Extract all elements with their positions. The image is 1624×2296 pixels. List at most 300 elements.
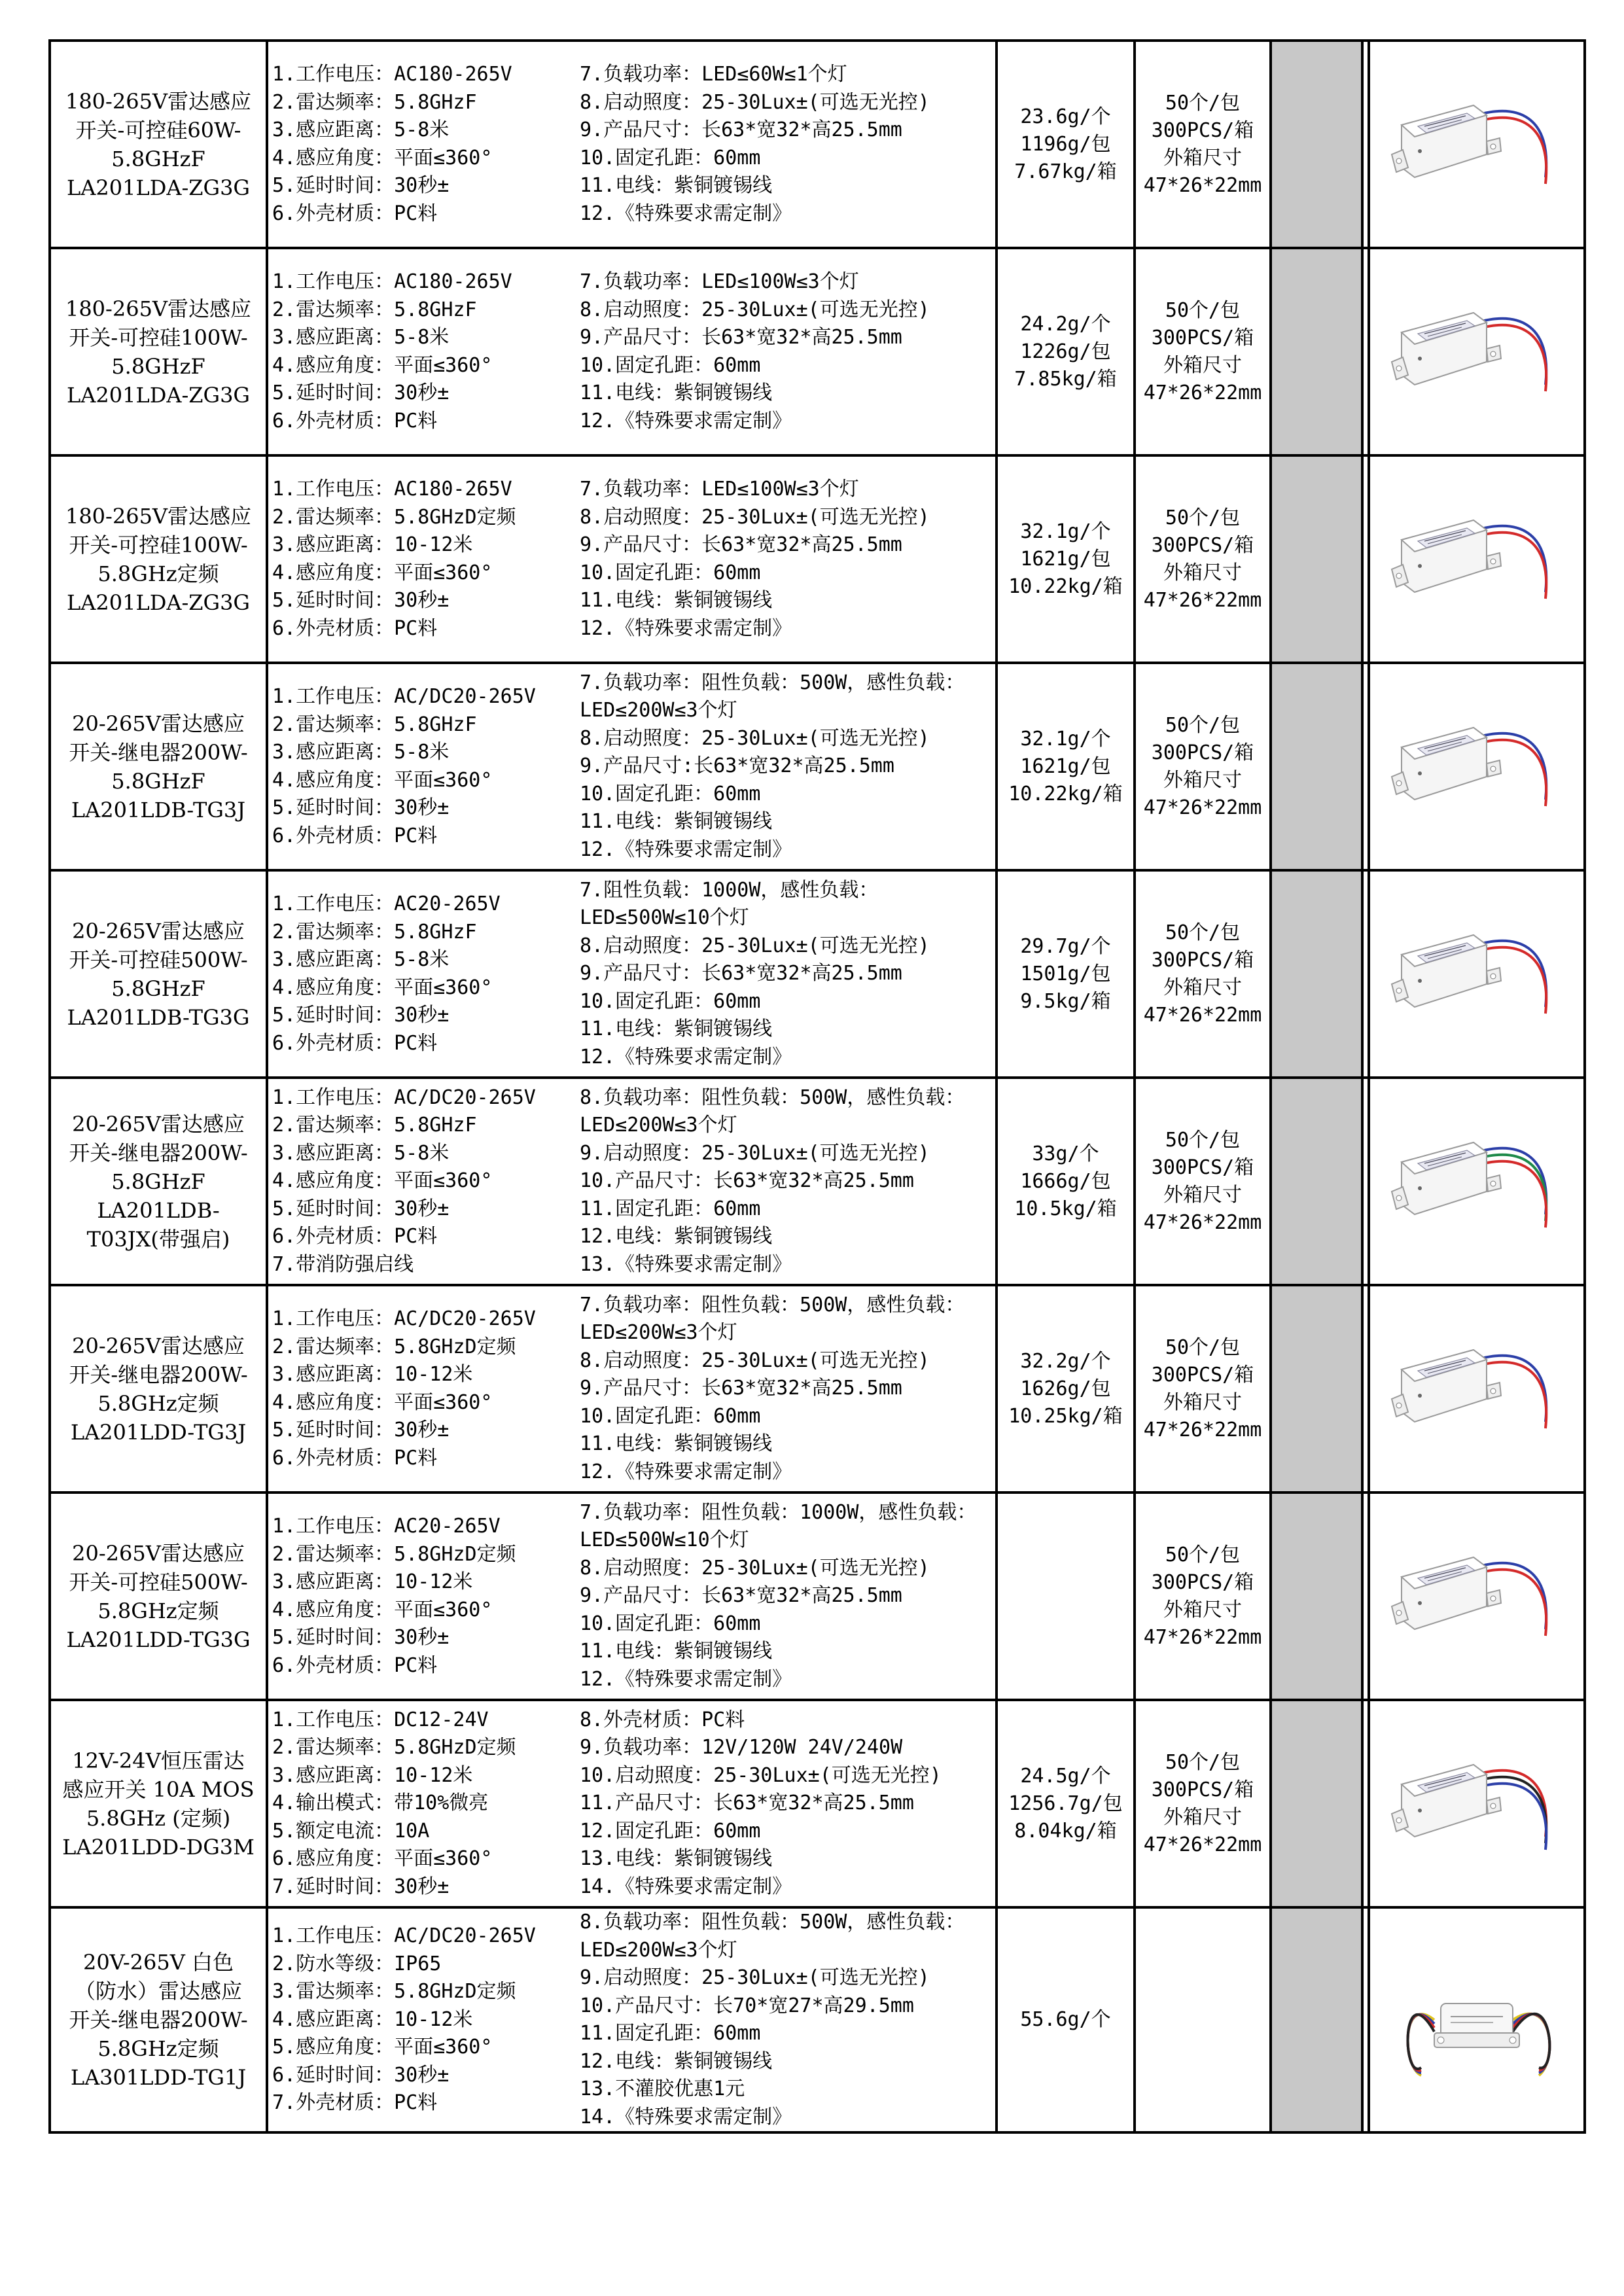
specs-left-line: 4.感应角度：平面≤360° bbox=[272, 561, 493, 584]
radar-sensor-photo-icon bbox=[1388, 1324, 1565, 1455]
name-line: 5.8GHz定频 bbox=[97, 1390, 219, 1416]
pack-line: 47*26*22mm bbox=[1143, 588, 1262, 612]
name-line: 开关-可控硅500W- bbox=[69, 1569, 248, 1595]
pack-line: 50个/包 bbox=[1165, 298, 1241, 322]
gray-spacer-cell bbox=[1271, 1492, 1362, 1700]
weight-line: 10.25kg/箱 bbox=[1008, 1404, 1123, 1428]
specs-right-line: 10.产品尺寸：长63*宽32*高25.5mm bbox=[580, 1169, 914, 1193]
specs-right-line: 9.产品尺寸：长63*宽32*高25.5mm bbox=[580, 533, 902, 556]
product-photo-cell bbox=[1369, 41, 1585, 248]
specs-left-line: 4.感应距离：10-12米 bbox=[272, 2007, 473, 2031]
specs-left-line: 4.感应角度：平面≤360° bbox=[272, 353, 493, 377]
product-name-cell bbox=[50, 1700, 267, 1907]
name-line: 开关-可控硅100W- bbox=[69, 325, 248, 350]
specs-left-line: 4.输出模式：带10%微亮 bbox=[272, 1792, 489, 1815]
product-photo-cell bbox=[1369, 870, 1585, 1078]
specs-right-line: 10.固定孔距：60mm bbox=[580, 1612, 761, 1635]
pack-line: 外箱尺寸 bbox=[1163, 768, 1242, 792]
specs-right-line: 8.启动照度：25-30Lux±(可选无光控) bbox=[580, 505, 930, 529]
pack-line: 47*26*22mm bbox=[1143, 1210, 1262, 1234]
specs-right-line: 8.启动照度：25-30Lux±(可选无光控) bbox=[580, 726, 930, 750]
pack-line: 300PCS/箱 bbox=[1151, 1778, 1254, 1801]
product-name-cell bbox=[50, 1285, 267, 1492]
name-line: 5.8GHzF bbox=[111, 146, 205, 171]
weight-line: 23.6g/个 bbox=[1020, 105, 1111, 128]
name-line: 开关-继电器200W- bbox=[69, 1140, 248, 1165]
weight-cell bbox=[997, 41, 1135, 248]
spacer-cell bbox=[1362, 41, 1369, 248]
spacer-cell bbox=[1362, 1078, 1369, 1285]
specs-right-line: 10.固定孔距：60mm bbox=[580, 1404, 761, 1428]
name-line: 20V-265V 白色 bbox=[82, 1950, 234, 1975]
specs-left-line: 1.工作电压：AC180-265V bbox=[272, 63, 512, 86]
specs-left-line: 7.带消防强启线 bbox=[272, 1252, 414, 1276]
weight-cell bbox=[997, 1078, 1135, 1285]
specs-right-line: 14.《特殊要求需定制》 bbox=[580, 1875, 792, 1898]
name-line: （防水）雷达感应 bbox=[74, 1979, 242, 2004]
radar-sensor-photo-icon bbox=[1388, 1739, 1565, 1869]
spec-list-right bbox=[580, 1499, 995, 1694]
specs-right-line: 11.电线：紫铜镀锡线 bbox=[580, 810, 773, 834]
product-name-cell bbox=[50, 1078, 267, 1285]
specs-right-line: 11.电线：紫铜镀锡线 bbox=[580, 1432, 773, 1456]
pack-line: 50个/包 bbox=[1165, 1543, 1241, 1566]
waterproof-sensor-photo-icon bbox=[1388, 1954, 1565, 2085]
specs-left-line: 3.感应距离：10-12米 bbox=[272, 1570, 473, 1593]
spacer-cell bbox=[1362, 870, 1369, 1078]
table-row bbox=[50, 248, 1585, 455]
product-name-cell bbox=[50, 41, 267, 248]
product-name-cell bbox=[50, 455, 267, 663]
spec-list-left bbox=[268, 1513, 580, 1680]
spec-cell bbox=[267, 41, 997, 248]
radar-sensor-photo-icon bbox=[1388, 79, 1565, 210]
spec-list-left bbox=[268, 1922, 580, 2117]
specs-right-line: 8.负载功率：阻性负载：500W，感性负载：LED≤200W≤3个灯 bbox=[580, 1086, 965, 1137]
name-line: 20-265V雷达感应 bbox=[72, 918, 245, 944]
spec-list-left bbox=[268, 1084, 580, 1279]
specs-right-line: 10.产品尺寸：长70*宽27*高29.5mm bbox=[580, 1994, 914, 2017]
specs-right-line: 10.固定孔距：60mm bbox=[580, 146, 761, 169]
spec-list-right bbox=[580, 1909, 995, 2131]
weight-line: 1256.7g/包 bbox=[1008, 1792, 1123, 1815]
spec-cell bbox=[267, 1078, 997, 1285]
specs-left-line: 2.雷达频率：5.8GHzD定频 bbox=[272, 1335, 516, 1358]
pack-line: 300PCS/箱 bbox=[1151, 741, 1254, 764]
name-line: 5.8GHz定频 bbox=[97, 561, 219, 586]
name-line: 20-265V雷达感应 bbox=[72, 711, 245, 736]
spec-list-left bbox=[268, 476, 580, 643]
specs-left-line: 5.延时时间：30秒± bbox=[272, 381, 450, 404]
name-line: LA201LDD-DG3M bbox=[62, 1834, 255, 1860]
spec-list-left bbox=[268, 61, 580, 228]
specs-left-line: 6.外壳材质：PC料 bbox=[272, 824, 438, 847]
spec-cell bbox=[267, 455, 997, 663]
specs-left-line: 4.感应角度：平面≤360° bbox=[272, 146, 493, 169]
pack-line: 50个/包 bbox=[1165, 713, 1241, 737]
spec-list-left bbox=[268, 683, 580, 850]
pack-line: 47*26*22mm bbox=[1143, 1833, 1262, 1856]
specs-right-line: 14.《特殊要求需定制》 bbox=[580, 2105, 792, 2128]
specs-left-line: 6.延时时间：30秒± bbox=[272, 2063, 450, 2087]
name-line: 5.8GHz (定频) bbox=[86, 1805, 231, 1831]
pack-line: 47*26*22mm bbox=[1143, 173, 1262, 197]
specs-left-line: 1.工作电压：AC20-265V bbox=[272, 892, 501, 915]
spec-list-right bbox=[580, 268, 995, 435]
pack-line: 47*26*22mm bbox=[1143, 381, 1262, 404]
name-line: 5.8GHz定频 bbox=[97, 2036, 219, 2061]
name-line: LA201LDB-TG3G bbox=[67, 1004, 250, 1030]
weight-line: 9.5kg/箱 bbox=[1020, 989, 1111, 1013]
specs-left-line: 1.工作电压：AC180-265V bbox=[272, 270, 512, 293]
pack-line: 外箱尺寸 bbox=[1163, 976, 1242, 999]
weight-line: 1621g/包 bbox=[1020, 754, 1111, 778]
specs-left-line: 4.感应角度：平面≤360° bbox=[272, 1598, 493, 1621]
specs-right-line: 7.阻性负载：1000W，感性负载：LED≤500W≤10个灯 bbox=[580, 878, 879, 930]
packing-cell bbox=[1135, 1078, 1271, 1285]
name-line: T03JX(带强启) bbox=[86, 1226, 230, 1252]
specs-right-line: 9.产品尺寸:长63*宽32*高25.5mm bbox=[580, 754, 894, 778]
name-line: 180-265V雷达感应 bbox=[65, 88, 252, 114]
weight-line: 1621g/包 bbox=[1020, 547, 1111, 571]
product-photo-cell bbox=[1369, 1078, 1585, 1285]
specs-right-line: 12.《特殊要求需定制》 bbox=[580, 202, 792, 225]
spacer-cell bbox=[1362, 1700, 1369, 1907]
weight-cell bbox=[997, 455, 1135, 663]
specs-right-line: 12.《特殊要求需定制》 bbox=[580, 838, 792, 861]
specs-right-line: 12.固定孔距：60mm bbox=[580, 1819, 761, 1843]
pack-line: 300PCS/箱 bbox=[1151, 1156, 1254, 1179]
specs-right-line: 11.电线：紫铜镀锡线 bbox=[580, 589, 773, 612]
weight-cell bbox=[997, 248, 1135, 455]
specs-left-line: 6.外壳材质：PC料 bbox=[272, 1225, 438, 1248]
radar-sensor-photo-icon bbox=[1388, 909, 1565, 1040]
specs-right-line: 7.负载功率：阻性负载：1000W，感性负载：LED≤500W≤10个灯 bbox=[580, 1500, 977, 1552]
weight-cell bbox=[997, 1285, 1135, 1492]
table-row bbox=[50, 663, 1585, 870]
packing-cell bbox=[1135, 663, 1271, 870]
specs-right-line: 7.负载功率：LED≤100W≤3个灯 bbox=[580, 478, 859, 501]
specs-left-line: 5.延时时间：30秒± bbox=[272, 796, 450, 819]
specs-left-line: 2.雷达频率：5.8GHzF bbox=[272, 298, 477, 321]
weight-line: 29.7g/个 bbox=[1020, 934, 1111, 958]
weight-line: 1626g/包 bbox=[1020, 1377, 1111, 1400]
spacer-cell bbox=[1362, 663, 1369, 870]
table-row bbox=[50, 41, 1585, 248]
name-line: 开关-继电器200W- bbox=[69, 2007, 248, 2032]
specs-left-line: 1.工作电压：DC12-24V bbox=[272, 1708, 489, 1731]
name-line: 开关-可控硅500W- bbox=[69, 947, 248, 972]
specs-right-line: 11.产品尺寸：长63*宽32*高25.5mm bbox=[580, 1792, 914, 1815]
pack-line: 外箱尺寸 bbox=[1163, 1598, 1242, 1621]
specs-left-line: 7.延时时间：30秒± bbox=[272, 1875, 450, 1898]
name-line: 5.8GHzF bbox=[111, 353, 205, 379]
specs-right-line: 9.产品尺寸：长63*宽32*高25.5mm bbox=[580, 1377, 902, 1400]
spec-list-right bbox=[580, 1292, 995, 1487]
specs-right-line: 12.《特殊要求需定制》 bbox=[580, 616, 792, 640]
specs-left-line: 3.感应距离：5-8米 bbox=[272, 948, 450, 971]
weight-line: 10.22kg/箱 bbox=[1008, 782, 1123, 805]
specs-left-line: 2.雷达频率：5.8GHzF bbox=[272, 713, 477, 736]
table-row bbox=[50, 870, 1585, 1078]
radar-sensor-photo-icon bbox=[1388, 494, 1565, 625]
weight-cell bbox=[997, 870, 1135, 1078]
weight-line: 1196g/包 bbox=[1020, 132, 1111, 156]
weight-line: 24.2g/个 bbox=[1020, 312, 1111, 336]
specs-right-line: 11.电线：紫铜镀锡线 bbox=[580, 381, 773, 404]
pack-line: 47*26*22mm bbox=[1143, 1418, 1262, 1441]
name-line: 开关-继电器200W- bbox=[69, 1362, 248, 1387]
product-photo-cell bbox=[1369, 1492, 1585, 1700]
specs-right-line: 8.启动照度：25-30Lux±(可选无光控) bbox=[580, 90, 930, 114]
spec-cell bbox=[267, 870, 997, 1078]
pack-line: 50个/包 bbox=[1165, 1335, 1241, 1359]
pack-line: 50个/包 bbox=[1165, 1750, 1241, 1774]
packing-cell bbox=[1135, 1492, 1271, 1700]
packing-cell bbox=[1135, 1285, 1271, 1492]
name-line: LA301LDD-TG1J bbox=[70, 2065, 247, 2090]
table-row bbox=[50, 1907, 1585, 2132]
product-name-cell bbox=[50, 1492, 267, 1700]
name-line: 20-265V雷达感应 bbox=[72, 1333, 245, 1358]
pack-line: 300PCS/箱 bbox=[1151, 326, 1254, 349]
radar-sensor-photo-icon bbox=[1388, 1531, 1565, 1662]
specs-left-line: 2.防水等级：IP65 bbox=[272, 1952, 442, 1975]
specs-right-line: 12.《特殊要求需定制》 bbox=[580, 1045, 792, 1069]
name-line: 20-265V雷达感应 bbox=[72, 1540, 245, 1566]
specs-left-line: 3.感应距离：5-8米 bbox=[272, 326, 450, 349]
spec-list-left bbox=[268, 891, 580, 1057]
pack-line: 外箱尺寸 bbox=[1163, 353, 1242, 377]
specs-right-line: 10.固定孔距：60mm bbox=[580, 782, 761, 805]
radar-sensor-photo-icon bbox=[1388, 1116, 1565, 1247]
gray-spacer-cell bbox=[1271, 41, 1362, 248]
specs-right-line: 7.负载功率：阻性负载：500W，感性负载：LED≤200W≤3个灯 bbox=[580, 671, 965, 722]
spacer-cell bbox=[1362, 248, 1369, 455]
weight-line: 10.5kg/箱 bbox=[1014, 1197, 1117, 1220]
specs-left-line: 2.雷达频率：5.8GHzF bbox=[272, 90, 477, 114]
table-row bbox=[50, 455, 1585, 663]
specs-right-line: 9.产品尺寸：长63*宽32*高25.5mm bbox=[580, 118, 902, 141]
product-name-cell bbox=[50, 870, 267, 1078]
specs-right-line: 13.电线：紫铜镀锡线 bbox=[580, 1847, 773, 1871]
name-line: LA201LDA-ZG3G bbox=[67, 382, 250, 408]
name-line: 180-265V雷达感应 bbox=[65, 503, 252, 529]
packing-cell bbox=[1135, 248, 1271, 455]
name-line: LA201LDB-TG3J bbox=[71, 797, 246, 822]
spec-list-right bbox=[580, 669, 995, 864]
specs-right-line: 9.产品尺寸：长63*宽32*高25.5mm bbox=[580, 962, 902, 985]
product-photo-cell bbox=[1369, 1700, 1585, 1907]
specs-right-line: 12.《特殊要求需定制》 bbox=[580, 1667, 792, 1691]
specs-left-line: 2.雷达频率：5.8GHzF bbox=[272, 1114, 477, 1137]
specs-right-line: 11.固定孔距：60mm bbox=[580, 1197, 761, 1220]
specs-left-line: 4.感应角度：平面≤360° bbox=[272, 768, 493, 792]
weight-line: 7.85kg/箱 bbox=[1014, 367, 1117, 391]
table-row bbox=[50, 1700, 1585, 1907]
gray-spacer-cell bbox=[1271, 663, 1362, 870]
table-row bbox=[50, 1078, 1585, 1285]
weight-line: 1501g/包 bbox=[1020, 962, 1111, 985]
spec-list-right bbox=[580, 476, 995, 643]
specs-left-line: 2.雷达频率：5.8GHzD定频 bbox=[272, 1542, 516, 1566]
pack-line: 外箱尺寸 bbox=[1163, 1805, 1242, 1829]
weight-line: 32.2g/个 bbox=[1020, 1349, 1111, 1373]
weight-line: 7.67kg/箱 bbox=[1014, 160, 1117, 183]
weight-line: 24.5g/个 bbox=[1020, 1764, 1111, 1788]
name-line: LA201LDA-ZG3G bbox=[67, 590, 250, 615]
specs-left-line: 3.感应距离：10-12米 bbox=[272, 1763, 473, 1787]
product-photo-cell bbox=[1369, 663, 1585, 870]
specs-left-line: 5.延时时间：30秒± bbox=[272, 1626, 450, 1649]
specs-right-line: 9.产品尺寸：长63*宽32*高25.5mm bbox=[580, 326, 902, 349]
gray-spacer-cell bbox=[1271, 1285, 1362, 1492]
specs-right-line: 7.负载功率：阻性负载：500W，感性负载：LED≤200W≤3个灯 bbox=[580, 1293, 965, 1345]
specs-left-line: 6.外壳材质：PC料 bbox=[272, 616, 438, 640]
name-line: 5.8GHzF bbox=[111, 1169, 205, 1194]
pack-line: 外箱尺寸 bbox=[1163, 1183, 1242, 1207]
pack-line: 47*26*22mm bbox=[1143, 1625, 1262, 1649]
name-line: LA201LDB- bbox=[97, 1197, 220, 1223]
weight-line: 32.1g/个 bbox=[1020, 727, 1111, 751]
specs-right-line: 12.电线：紫铜镀锡线 bbox=[580, 2049, 773, 2073]
specs-left-line: 3.雷达频率：5.8GHzD定频 bbox=[272, 1980, 516, 2004]
product-name-cell bbox=[50, 1907, 267, 2132]
spec-list-right bbox=[580, 61, 995, 228]
gray-spacer-cell bbox=[1271, 1078, 1362, 1285]
specs-right-line: 8.启动照度：25-30Lux±(可选无光控) bbox=[580, 1556, 930, 1580]
product-name-cell bbox=[50, 663, 267, 870]
weight-line: 1226g/包 bbox=[1020, 340, 1111, 363]
weight-line: 1666g/包 bbox=[1020, 1169, 1111, 1193]
product-photo-cell bbox=[1369, 1907, 1585, 2132]
specs-left-line: 6.外壳材质：PC料 bbox=[272, 1031, 438, 1055]
gray-spacer-cell bbox=[1271, 870, 1362, 1078]
specs-right-line: 7.负载功率：LED≤60W≤1个灯 bbox=[580, 63, 847, 86]
spacer-cell bbox=[1362, 1492, 1369, 1700]
weight-line: 32.1g/个 bbox=[1020, 520, 1111, 543]
pack-line: 外箱尺寸 bbox=[1163, 146, 1242, 169]
pack-line: 300PCS/箱 bbox=[1151, 1363, 1254, 1386]
specs-left-line: 6.感应角度：平面≤360° bbox=[272, 1847, 493, 1871]
pack-line: 47*26*22mm bbox=[1143, 1003, 1262, 1027]
spacer-cell bbox=[1362, 1285, 1369, 1492]
packing-cell bbox=[1135, 870, 1271, 1078]
specs-right-line: 8.启动照度：25-30Lux±(可选无光控) bbox=[580, 298, 930, 321]
pack-line: 外箱尺寸 bbox=[1163, 561, 1242, 584]
pack-line: 50个/包 bbox=[1165, 506, 1241, 529]
name-line: 5.8GHz定频 bbox=[97, 1598, 219, 1623]
name-line: 开关-继电器200W- bbox=[69, 739, 248, 765]
packing-cell bbox=[1135, 1907, 1271, 2132]
specs-right-line: 12.《特殊要求需定制》 bbox=[580, 1460, 792, 1483]
specs-left-line: 3.感应距离：10-12米 bbox=[272, 533, 473, 556]
pack-line: 300PCS/箱 bbox=[1151, 948, 1254, 972]
gray-spacer-cell bbox=[1271, 1907, 1362, 2132]
name-line: 5.8GHzF bbox=[111, 768, 205, 794]
gray-spacer-cell bbox=[1271, 455, 1362, 663]
spec-cell bbox=[267, 1700, 997, 1907]
weight-cell bbox=[997, 1700, 1135, 1907]
packing-cell bbox=[1135, 1700, 1271, 1907]
specs-left-line: 5.感应角度：平面≤360° bbox=[272, 2036, 493, 2059]
specs-right-line: 8.负载功率：阻性负载：500W，感性负载：LED≤200W≤3个灯 bbox=[580, 1911, 965, 1962]
radar-sensor-photo-icon bbox=[1388, 701, 1565, 832]
spacer-cell bbox=[1362, 1907, 1369, 2132]
specs-left-line: 2.雷达频率：5.8GHzD定频 bbox=[272, 1736, 516, 1759]
specs-left-line: 1.工作电压：AC/DC20-265V bbox=[272, 1924, 536, 1948]
product-name-cell bbox=[50, 248, 267, 455]
name-line: 5.8GHzF bbox=[111, 976, 205, 1001]
specs-left-line: 1.工作电压：AC/DC20-265V bbox=[272, 1307, 536, 1330]
spec-list-left bbox=[268, 268, 580, 435]
specs-left-line: 4.感应角度：平面≤360° bbox=[272, 1390, 493, 1414]
specs-left-line: 5.延时时间：30秒± bbox=[272, 1197, 450, 1220]
specs-right-line: 11.电线：紫铜镀锡线 bbox=[580, 174, 773, 197]
specs-right-line: 9.启动照度：25-30Lux±(可选无光控) bbox=[580, 1141, 930, 1165]
specs-left-line: 6.外壳材质：PC料 bbox=[272, 202, 438, 225]
specs-left-line: 4.感应角度：平面≤360° bbox=[272, 976, 493, 999]
radar-sensor-photo-icon bbox=[1388, 287, 1565, 417]
specs-right-line: 9.启动照度：25-30Lux±(可选无光控) bbox=[580, 1966, 930, 1989]
packing-cell bbox=[1135, 41, 1271, 248]
spec-list-left bbox=[268, 1305, 580, 1472]
specs-right-line: 9.产品尺寸：长63*宽32*高25.5mm bbox=[580, 1584, 902, 1608]
product-photo-cell bbox=[1369, 248, 1585, 455]
specs-left-line: 5.延时时间：30秒± bbox=[272, 589, 450, 612]
name-line: 开关-可控硅100W- bbox=[69, 532, 248, 557]
name-line: 开关-可控硅60W- bbox=[75, 117, 241, 143]
pack-line: 300PCS/箱 bbox=[1151, 118, 1254, 142]
specs-right-line: 10.固定孔距：60mm bbox=[580, 353, 761, 377]
specs-left-line: 7.外壳材质：PC料 bbox=[272, 2091, 438, 2115]
name-line: 12V-24V恒压雷达 bbox=[72, 1748, 245, 1773]
spec-list-right bbox=[580, 1706, 995, 1901]
specs-right-line: 11.电线：紫铜镀锡线 bbox=[580, 1640, 773, 1663]
pack-line: 47*26*22mm bbox=[1143, 796, 1262, 819]
specs-left-line: 3.感应距离：5-8米 bbox=[272, 118, 450, 141]
packing-cell bbox=[1135, 455, 1271, 663]
specs-right-line: 7.负载功率：LED≤100W≤3个灯 bbox=[580, 270, 859, 293]
specs-left-line: 3.感应距离：5-8米 bbox=[272, 741, 450, 764]
specs-left-line: 5.延时时间：30秒± bbox=[272, 174, 450, 197]
specs-left-line: 1.工作电压：AC20-265V bbox=[272, 1515, 501, 1538]
spec-cell bbox=[267, 1907, 997, 2132]
specs-left-line: 3.感应距离：5-8米 bbox=[272, 1141, 450, 1165]
weight-line: 33g/个 bbox=[1032, 1142, 1099, 1165]
gray-spacer-cell bbox=[1271, 248, 1362, 455]
specs-left-line: 4.感应角度：平面≤360° bbox=[272, 1169, 493, 1193]
specs-right-line: 8.外壳材质：PC料 bbox=[580, 1708, 745, 1731]
specs-left-line: 3.感应距离：10-12米 bbox=[272, 1363, 473, 1386]
name-line: 感应开关 10A MOS bbox=[62, 1776, 255, 1802]
specs-right-line: 12.《特殊要求需定制》 bbox=[580, 409, 792, 433]
weight-line: 55.6g/个 bbox=[1020, 2008, 1111, 2031]
specs-right-line: 8.启动照度：25-30Lux±(可选无光控) bbox=[580, 1349, 930, 1372]
table-body bbox=[50, 41, 1585, 2132]
specs-left-line: 6.外壳材质：PC料 bbox=[272, 409, 438, 433]
specs-left-line: 5.延时时间：30秒± bbox=[272, 1419, 450, 1441]
name-line: 20-265V雷达感应 bbox=[72, 1111, 245, 1137]
weight-line: 10.22kg/箱 bbox=[1008, 574, 1123, 598]
specs-right-line: 10.固定孔距：60mm bbox=[580, 989, 761, 1013]
product-photo-cell bbox=[1369, 1285, 1585, 1492]
spec-list-right bbox=[580, 877, 995, 1072]
specs-left-line: 2.雷达频率：5.8GHzD定频 bbox=[272, 505, 516, 529]
spacer-cell bbox=[1362, 455, 1369, 663]
pack-line: 300PCS/箱 bbox=[1151, 1570, 1254, 1594]
specs-left-line: 6.外壳材质：PC料 bbox=[272, 1446, 438, 1470]
